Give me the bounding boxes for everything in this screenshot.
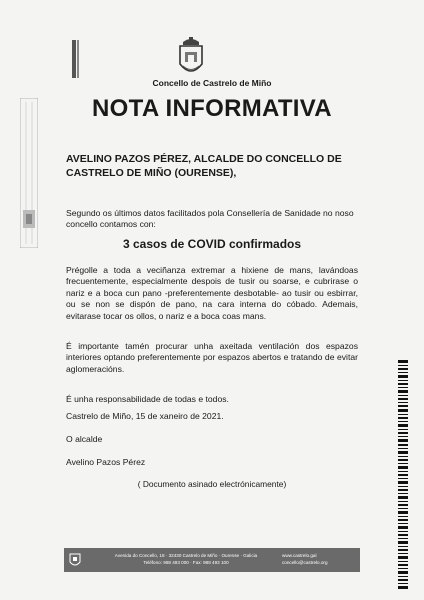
document-barcode-icon <box>398 360 408 590</box>
municipal-crest-icon <box>72 38 110 82</box>
council-name: Concello de Castrelo de Miño <box>152 78 272 88</box>
footer-address <box>86 552 286 566</box>
footer-address-line: Avenida do Concello, 18 · 32430 Castrelo de Miño · Ourense · Galicia <box>114 553 258 558</box>
hygiene-paragraph: Prégolle a toda a veciñanza extremar a hixiene de mans, lavándoas frecuentemente, especialmente despois de tusir ou soarse, e cubrirase o nariz e a boca cun pano -preferentemente desbotable- ao tusir ou esbirrar, ou se non se dispón de pano, na cara interna do cóbado. Ademais, evitarase tocar os ollos, o nariz e a boca coas mans. <box>66 265 358 321</box>
document-title: NOTA INFORMATIVA <box>92 95 332 122</box>
footer-crest-icon <box>68 551 82 569</box>
responsibility-line: É unha responsabilidade de todas e todos. <box>66 394 229 404</box>
covid-cases-highlight: 3 casos de COVID confirmados <box>122 237 302 251</box>
footer-email-link[interactable]: concello@castrelo.org <box>282 560 328 565</box>
footer-contact <box>282 552 358 566</box>
footer-phone-line: Teléfono: 988 493 000 · Fax: 988 493 100 <box>143 560 229 565</box>
coat-of-arms-icon <box>174 36 208 80</box>
mayor-heading: AVELINO PAZOS PÉREZ, ALCALDE DO CONCELLO DE CASTRELO DE MIÑO (OURENSE), <box>66 153 342 179</box>
signer-name: Avelino Pazos Pérez <box>66 457 146 467</box>
signer-title: O alcalde <box>66 434 103 444</box>
footer-website-link[interactable]: www.castrelo.gal <box>282 553 317 558</box>
footer-band <box>64 548 360 572</box>
date-line: Castrelo de Miño, 15 de xaneiro de 2021. <box>66 411 224 421</box>
electronic-signature-note: ( Documento asinado electrónicamente) <box>137 479 287 489</box>
intro-paragraph: Segundo os últimos datos facilitados pola Consellería de Sanidade no noso concello contamos con: <box>66 208 354 230</box>
verification-seal-icon <box>20 98 38 248</box>
ventilation-paragraph: É importante tamén procurar unha axeitada ventilación dos espazos interiores optando preferentemente por espazos abertos e tratando de evitar aglomeracións. <box>66 341 358 374</box>
